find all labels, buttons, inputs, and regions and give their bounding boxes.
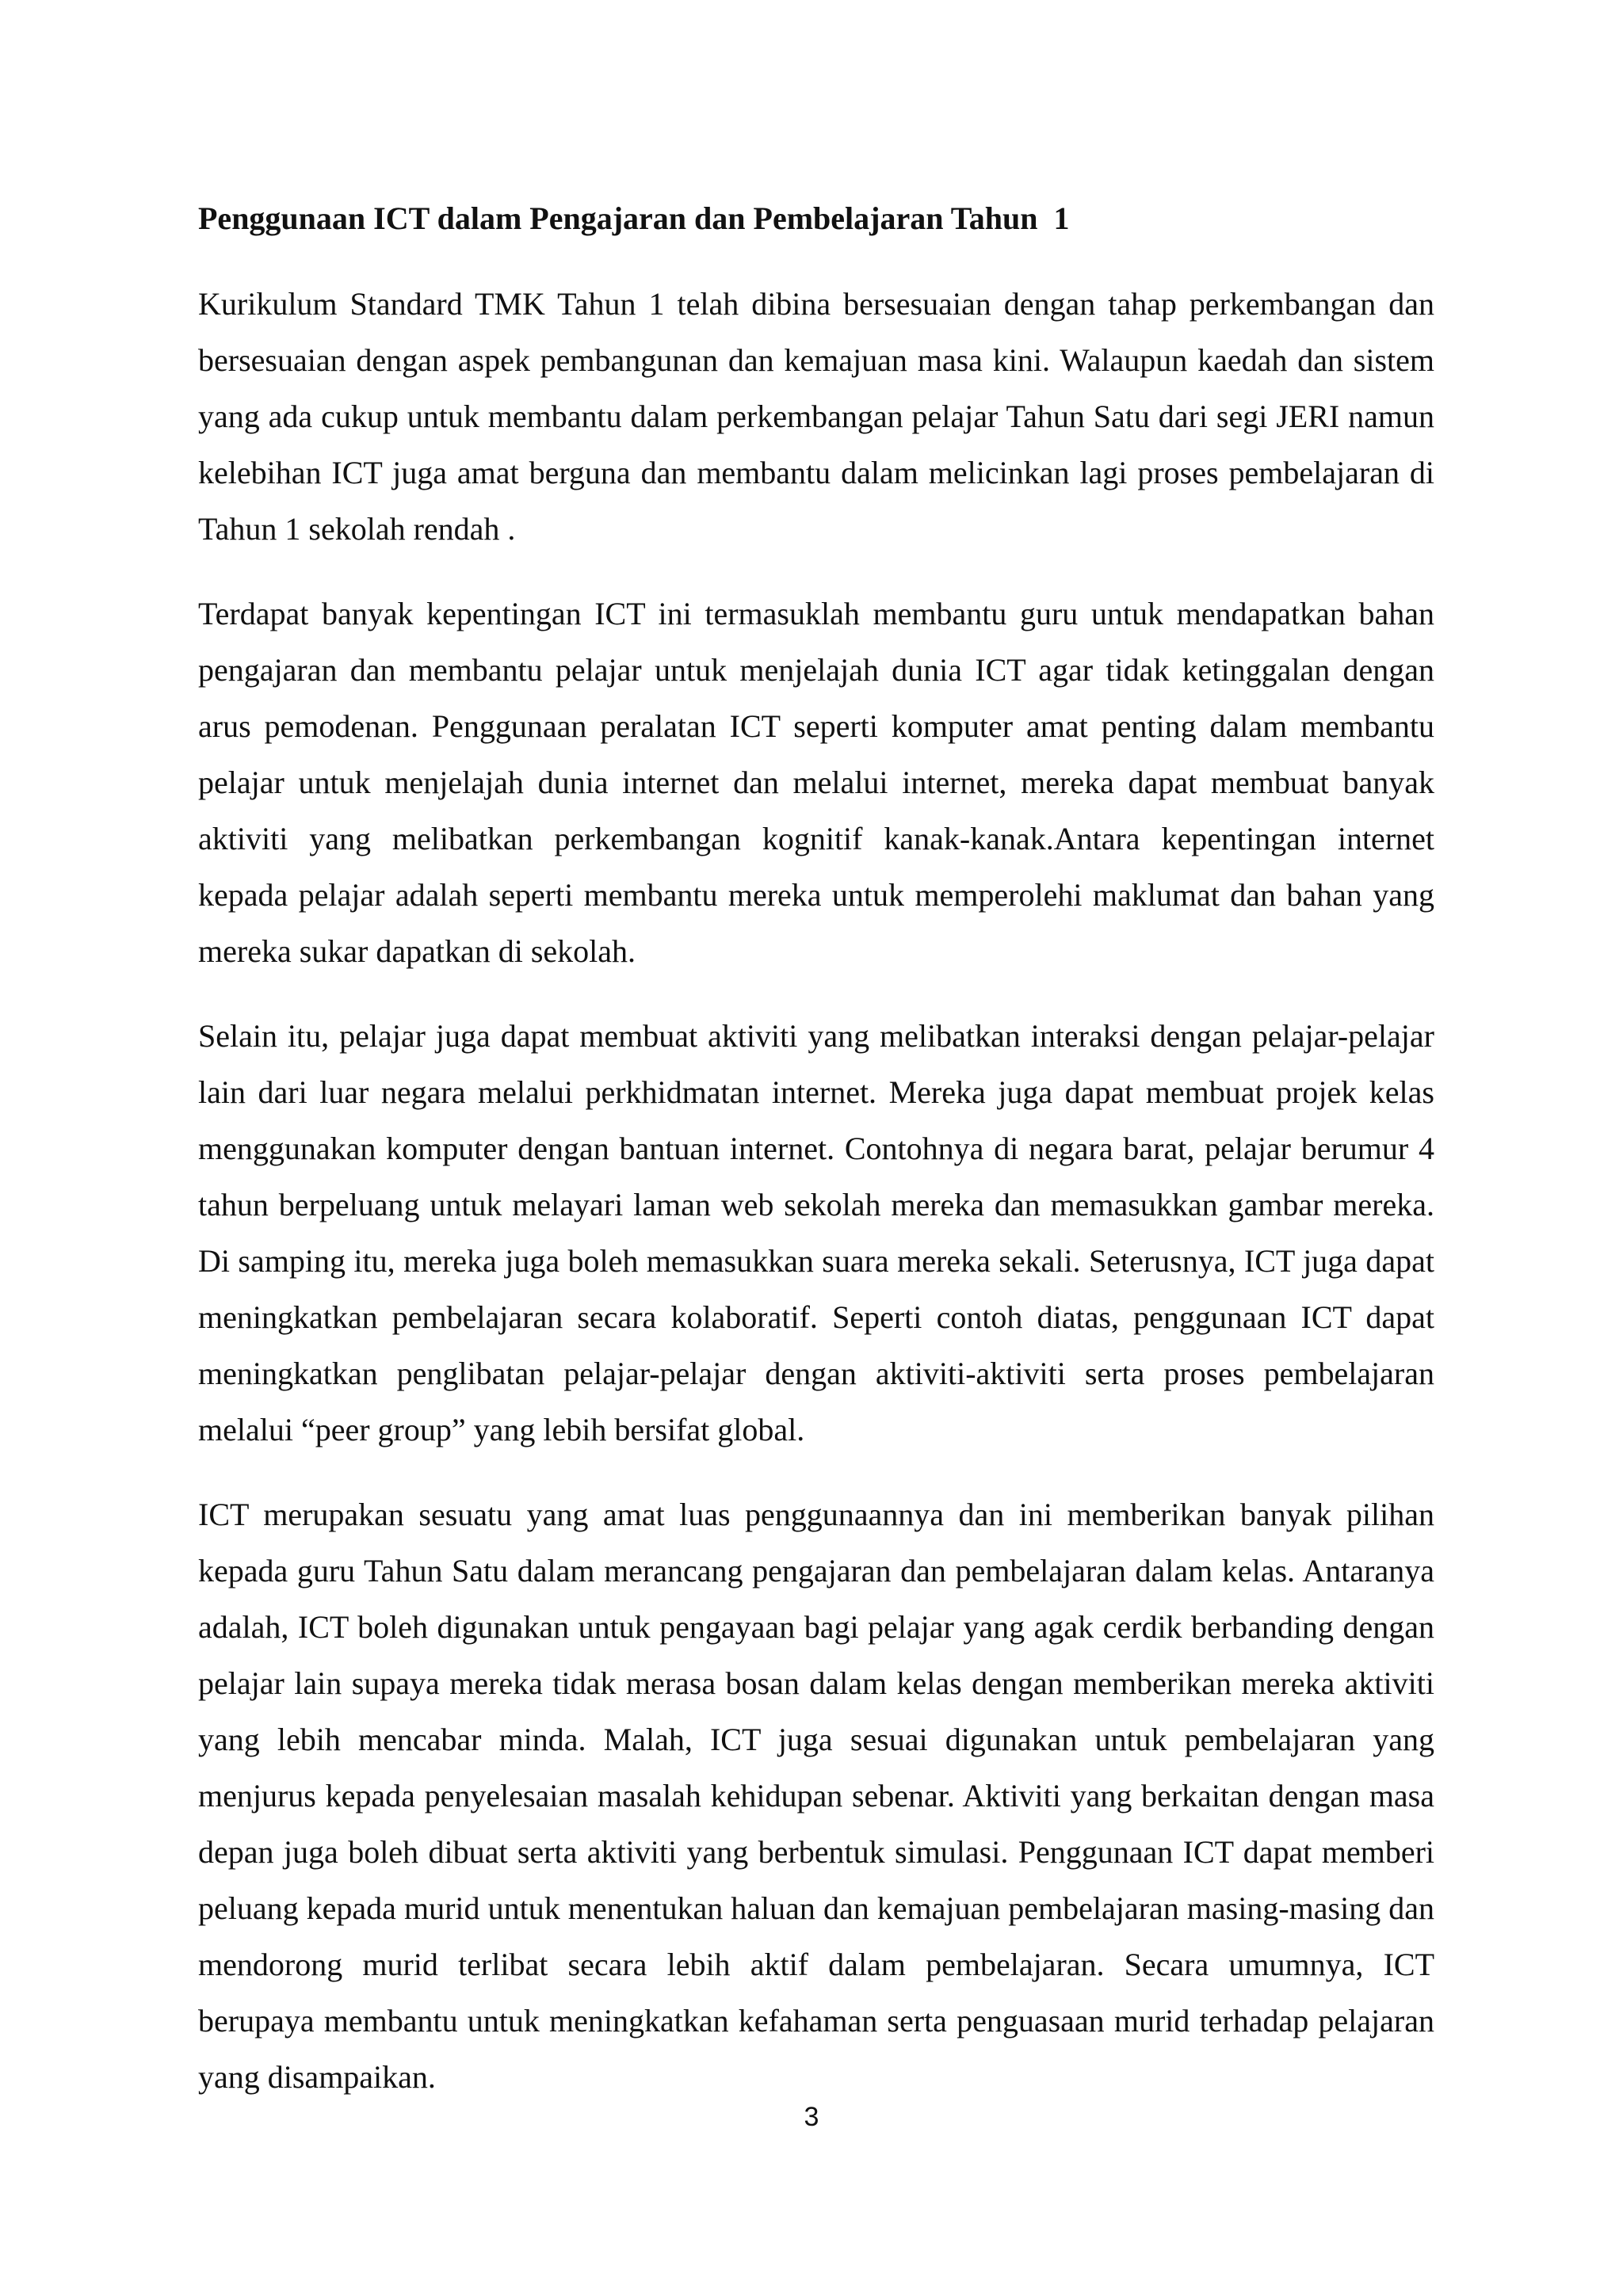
paragraph-1: Kurikulum Standard TMK Tahun 1 telah dibina bersesuaian dengan tahap perkembangan dan bersesuaian dengan aspek pembangunan dan kemajuan masa kini. Walaupun kaedah dan sistem yang ada cukup untuk membantu dalam perkembangan pelajar Tahun Satu dari segi JERI namun kelebihan ICT juga amat berguna dan membantu dalam melicinkan lagi proses pembelajaran di Tahun 1 sekolah rendah . (198, 286, 1434, 547)
paragraph-2: Terdapat banyak kepentingan ICT ini termasuklah membantu guru untuk mendapatkan bahan pengajaran dan membantu pelajar untuk menjelajah dunia ICT agar tidak ketinggalan dengan arus pemodenan. Penggunaan peralatan ICT seperti komputer amat penting dalam membantu pelajar untuk menjelajah dunia internet dan melalui internet, mereka dapat membuat banyak aktiviti yang melibatkan perkembangan kognitif kanak-kanak.Antara kepentingan internet kepada pelajar adalah seperti membantu mereka untuk memperolehi maklumat dan bahan yang mereka sukar dapatkan di sekolah. (198, 596, 1434, 969)
document-body (198, 190, 1434, 2134)
page-number: 3 (804, 2102, 819, 2132)
paragraph-3: Selain itu, pelajar juga dapat membuat aktiviti yang melibatkan interaksi dengan pelajar-pelajar lain dari luar negara melalui perkhidmatan internet. Mereka juga dapat membuat projek kelas menggunakan komputer dengan bantuan internet. Contohnya di negara barat, pelajar berumur 4 tahun berpeluang untuk melayari laman web sekolah mereka dan memasukkan gambar mereka. Di samping itu, mereka juga boleh memasukkan suara mereka sekali. Seterusnya, ICT juga dapat meningkatkan pembelajaran secara kolaboratif. Seperti contoh diatas, penggunaan ICT dapat meningkatkan penglibatan pelajar-pelajar dengan aktiviti-aktiviti serta proses pembelajaran melalui “peer group” yang lebih bersifat global. (198, 1018, 1434, 1447)
paragraph-4: ICT merupakan sesuatu yang amat luas penggunaannya dan ini memberikan banyak pilihan kepada guru Tahun Satu dalam merancang pengajaran dan pembelajaran dalam kelas. Antaranya adalah, ICT boleh digunakan untuk pengayaan bagi pelajar yang agak cerdik berbanding dengan pelajar lain supaya mereka tidak merasa bosan dalam kelas dengan memberikan mereka aktiviti yang lebih mencabar minda. Malah, ICT juga sesuai digunakan untuk pembelajaran yang menjurus kepada penyelesaian masalah kehidupan sebenar. Aktiviti yang berkaitan dengan masa depan juga boleh dibuat serta aktiviti yang berbentuk simulasi. Penggunaan ICT dapat memberi peluang kepada murid untuk menentukan haluan dan kemajuan pembelajaran masing-masing dan mendorong murid terlibat secara lebih aktif dalam pembelajaran. Secara umumnya, ICT berupaya membantu untuk meningkatkan kefahaman serta penguasaan murid terhadap pelajaran yang disampaikan. (198, 1497, 1434, 2095)
document-title: Penggunaan ICT dalam Pengajaran dan Pembelajaran Tahun 1 (198, 200, 1070, 236)
